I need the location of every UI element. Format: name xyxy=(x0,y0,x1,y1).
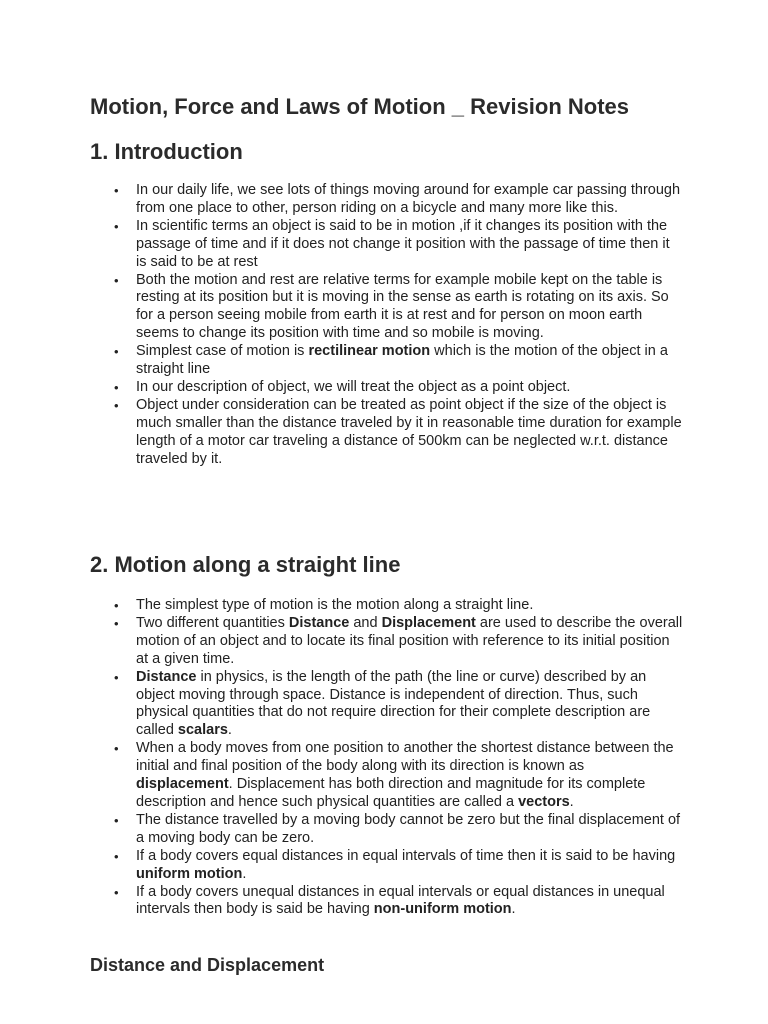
list-item xyxy=(136,272,684,344)
bold-term: Distance xyxy=(288,614,350,631)
list-item xyxy=(136,182,684,218)
list-item-text: When a body moves from one position to another the shortest distance between the initial and final position of the body along with its direction is known as xyxy=(136,740,674,775)
list-item xyxy=(136,615,684,669)
bold-term: vectors xyxy=(518,793,570,810)
bold-term: non-uniform motion xyxy=(373,901,512,918)
list-item-text: in physics, is the length of the path (the line or curve) described by an object moving through space. Distance is independent of direction. Thus, such physical quantities that do not require direction for their complete description are called xyxy=(136,668,651,739)
section-heading-motion-straight-line: 2. Motion along a straight line xyxy=(90,552,401,577)
list-item-text: The simplest type of motion is the motion along a straight line. xyxy=(136,597,534,613)
document-title: Motion, Force and Laws of Motion _ Revision Notes xyxy=(90,94,630,119)
list-item xyxy=(136,397,684,469)
list-item-text: . xyxy=(569,793,574,810)
list-item xyxy=(136,848,684,884)
bold-term: rectilinear motion xyxy=(308,343,431,360)
list-item xyxy=(136,218,684,272)
list-item-text: . Displacement has both direction and magnitude for its complete description and hence such physical quantities are called a xyxy=(136,776,646,810)
introduction-bullet-list xyxy=(136,182,684,469)
bold-term: displacement xyxy=(136,776,229,793)
bold-term: Distance xyxy=(136,668,197,685)
list-item-text: Object under consideration can be treated as point object if the size of the object is much smaller than the distance traveled by it in reasonable time duration for example length of a motor car traveling a distance of 500km can be neglected w.r.t. distance traveled by it. xyxy=(136,396,682,467)
list-item-text: Both the motion and rest are relative terms for example mobile kept on the table is resting at its position but it is moving in the sense as earth is rotating on its axis. So for a person seeing mobile from earth it is at rest and for person on moon earth seems to change its position with time and so mobile is moving. xyxy=(136,271,669,342)
section-heading-introduction: 1. Introduction xyxy=(90,139,243,164)
list-item-text: The distance travelled by a moving body cannot be zero but the final displacement of a moving body can be zero. xyxy=(136,811,681,846)
list-item xyxy=(136,884,684,920)
list-item-text: . xyxy=(511,901,516,918)
list-item-text: Simplest case of motion is xyxy=(136,343,309,360)
list-item xyxy=(136,812,684,848)
list-item-text: . xyxy=(227,722,232,739)
list-item-text: . xyxy=(242,865,247,882)
list-item-text: Two different quantities xyxy=(136,614,289,631)
list-item-text: In our description of object, we will treat the object as a point object. xyxy=(136,378,571,395)
list-item-text: which is the motion of the object in a straight line xyxy=(136,343,668,378)
list-item xyxy=(136,597,684,615)
list-item-text: In scientific terms an object is said to be in motion ,if it changes its position with the passage of time and if it does not change it position with the passage of time then it is said to be at rest xyxy=(136,217,670,270)
list-item-text: If a body covers equal distances in equal intervals of time then it is said to be having xyxy=(136,847,676,864)
list-item xyxy=(136,343,684,379)
list-item-text: If a body covers unequal distances in equal intervals or equal distances in unequal intervals then body is said be having xyxy=(136,883,665,918)
list-item-text: are used to describe the overall motion of an object and to locate its final position with reference to its initial position at a given time. xyxy=(136,614,683,667)
list-item xyxy=(136,669,684,741)
motion-bullet-list xyxy=(136,597,684,919)
bold-term: uniform motion xyxy=(136,865,243,882)
list-item xyxy=(136,740,684,812)
bold-term: Displacement xyxy=(381,614,476,631)
subsection-heading-distance-displacement: Distance and Displacement xyxy=(90,955,325,975)
bold-term: scalars xyxy=(177,722,228,739)
list-item-text: In our daily life, we see lots of things moving around for example car passing through from one place to other, person riding on a bicycle and many more like this. xyxy=(136,182,681,216)
list-item-text: and xyxy=(349,614,382,631)
list-item xyxy=(136,379,684,397)
